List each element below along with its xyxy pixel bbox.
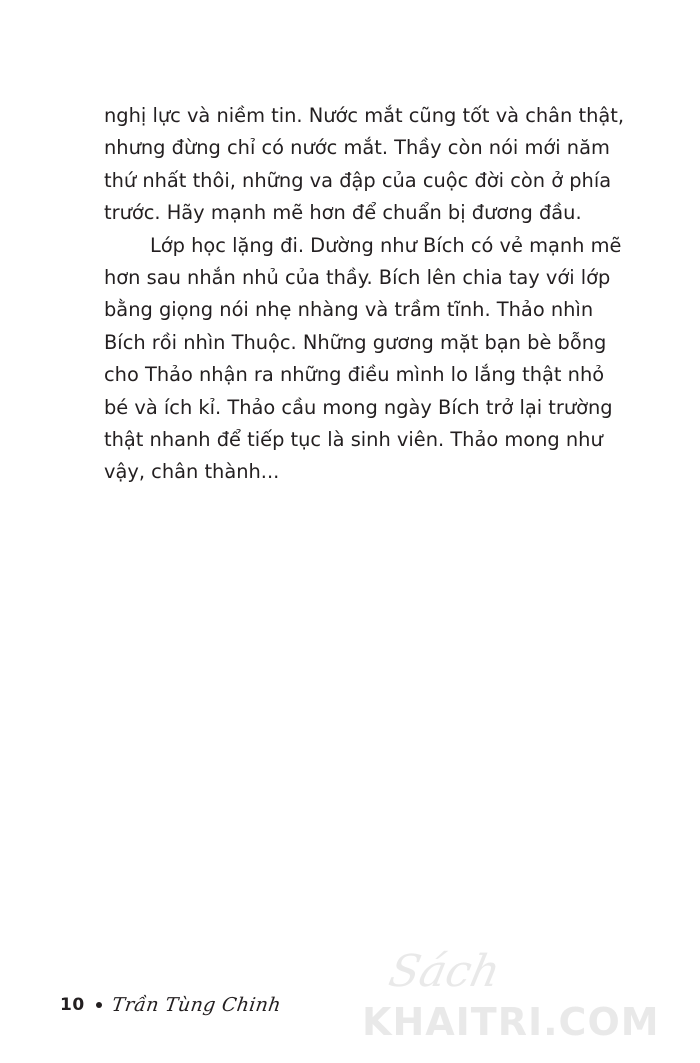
watermark-brand: KHAITRI.COM [362, 1000, 660, 1044]
page-number: 10 [60, 995, 85, 1015]
text-line: Bích rồi nhìn Thuộc. Những gương mặt bạn bè bỗng [104, 330, 607, 354]
paragraph-1 [104, 100, 624, 230]
text-line: hơn sau nhắn nhủ của thầy. Bích lên chia tay với lớp [104, 266, 611, 290]
text-line: thật nhanh để tiếp tục là sinh viên. Thảo mong như [104, 428, 603, 452]
text-line: bằng giọng nói nhẹ nhàng và trầm tĩnh. Thảo nhìn [104, 298, 594, 322]
text-line: vậy, chân thành... [104, 460, 280, 484]
text-line: cho Thảo nhận ra những điều mình lo lắng thật nhỏ [104, 363, 605, 387]
watermark-script: Sách [384, 946, 505, 997]
paragraph-2 [104, 230, 624, 489]
author-name: Trần Tùng Chinh [110, 994, 283, 1016]
bullet-separator [96, 1002, 102, 1008]
text-line: nhưng đừng chỉ có nước mắt. Thầy còn nói mới năm [104, 136, 610, 160]
text-line: thứ nhất thôi, những va đập của cuộc đời còn ở phía [104, 168, 612, 192]
text-line: Lớp học lặng đi. Dường như Bích có vẻ mạnh mẽ [150, 233, 622, 257]
text-line: bé và ích kỉ. Thảo cầu mong ngày Bích trở lại trường [104, 395, 613, 419]
page-footer [60, 990, 281, 1020]
watermark-logo [362, 946, 692, 1046]
text-line: trước. Hãy mạnh mẽ hơn để chuẩn bị đương đầu. [104, 201, 582, 225]
text-line: nghị lực và niềm tin. Nước mắt cũng tốt và chân thật, [104, 104, 625, 127]
page-body [104, 100, 624, 489]
